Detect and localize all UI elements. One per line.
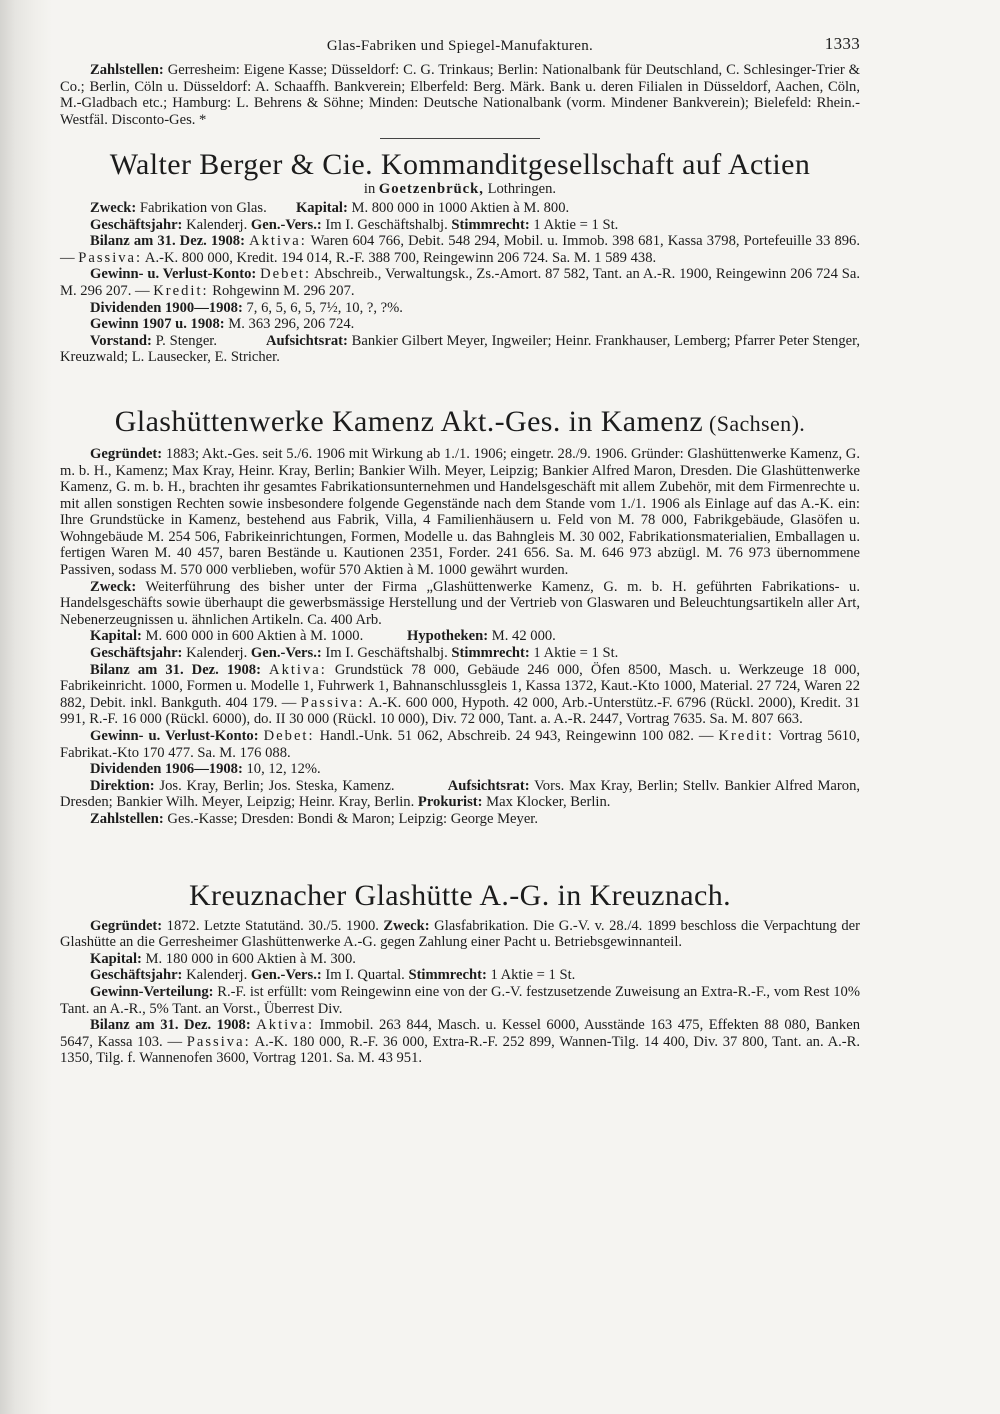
gv-label: Gen.-Vers.: (250, 645, 322, 662)
passiva-label: Passiva: (300, 694, 365, 711)
kapital-label: Kapital: (90, 950, 142, 967)
bilanz-label: Bilanz am 31. Dez. 1908: (90, 233, 245, 250)
aufsichtsrat-label: Aufsichtsrat: (447, 777, 530, 794)
location-city: Goetzenbrück, (378, 181, 484, 198)
passiva-label: Passiva: (186, 1033, 251, 1050)
bilanz-label: Bilanz am 31. Dez. 1908: (90, 661, 261, 678)
location-suffix: Lothringen. (483, 181, 557, 198)
section-gap (60, 366, 860, 406)
debet-label: Debet: (260, 266, 312, 283)
guv-label: Gewinn- u. Verlust-Konto: (90, 266, 257, 283)
gewinn-verteilung-paragraph (60, 984, 860, 1017)
gv-label: Gen.-Vers.: (250, 967, 322, 984)
company-heading-kreuznach: Kreuznacher Glashütte A.-G. in Kreuznach. (188, 878, 731, 912)
dividenden-text: 7, 6, 5, 6, 5, 7½, 10, ?, ?%. (242, 299, 403, 316)
bilanz-aktiva-text: Grundstück 78 000, Gebäude 246 000, Öfen 8500, Masch. u. Werkzeuge 18 000, Fabrikeinricht. 1000, Formen u. Modelle 1, Fuhrwerk 1, Bahnanschlussgleis 1, Kassa 1372, Kaut.-Kto 1000, Material. 27 724, Waren 22 882, Debit. inkl. Bankguth. 404 179. — (60, 661, 861, 711)
zweck-label: Zweck: (383, 917, 430, 934)
gewinn-label: Gewinn 1907 u. 1908: (90, 316, 225, 333)
zahlstellen-text: Gerresheim: Eigene Kasse; Düsseldorf: C. G. Trinkaus; Berlin: Nationalbank für Deutschland, C. Schlesinger-Trier & Co.; Berlin, Cöln u. Düsseldorf: A. Schaaffh. Bankverein; Elberfeld: Berg. Märk. Bank u. deren Filialen in Düsseldorf, Aachen, Cöln, M.-Gladbach etc.; Hamburg: L. Behrens & Söhne; Minden: Deutsche Nationalbank (vorm. Mindener Bankverein); Bielefeld: Rhein.-Westfäl. Disconto-Ges. * (60, 62, 860, 128)
gegruendet-label: Gegründet: (90, 445, 163, 462)
kredit-label: Kredit: (153, 282, 209, 299)
guv-debet-text: Abschreib., Verwaltungsk., Zs.-Amort. 87 582, Tant. an A.-R. 1900, Reingewinn 206 724 Sa. M. 296 207. — (60, 266, 860, 299)
guv-label: Gewinn- u. Verlust-Konto: (90, 728, 259, 744)
direktion-text: Jos. Kray, Berlin; Jos. Steska, Kamenz. (154, 777, 400, 794)
zweck-kapital-line (60, 200, 860, 217)
vorstand-label: Vorstand: (90, 332, 152, 349)
debet-label: Debet: (263, 728, 315, 744)
kapital-line (60, 628, 860, 645)
zahlstellen-paragraph (60, 62, 860, 128)
guv-paragraph (60, 728, 860, 761)
geschaeftsjahr-line (60, 217, 860, 234)
kapital-line (60, 951, 860, 968)
location-prefix: in (363, 181, 379, 198)
kamenz-title: Glashüttenwerke Kamenz Akt.-Ges. in Kamenz (114, 404, 704, 438)
bilanz-passiva-text: A.-K. 180 000, R.-F. 36 000, Extra-R.-F. 252 899, Wannen-Tilg. 14 400, Div. 37 800, Tant. an. A.-R. 1350, Tilg. f. Wannenofen 3600, Vortrag 1201. Sa. M. 43 951. (60, 1033, 860, 1067)
running-header (60, 36, 860, 62)
zahlstellen-label: Zahlstellen: (90, 810, 164, 827)
stimmrecht-label: Stimmrecht: (451, 216, 530, 233)
bilanz-aktiva-text: Immobil. 263 844, Masch. u. Kessel 6000, Ausstände 163 475, Effekten 88 080, Banken 5647, Kassa 103. — (60, 1017, 860, 1050)
company-heading-berger: Walter Berger & Cie. Kommanditgesellschaft auf Actien (109, 148, 811, 182)
company-location (60, 181, 860, 198)
stimmrecht-text: 1 Aktie = 1 St. (529, 645, 619, 662)
gj-label: Geschäftsjahr: (90, 967, 183, 984)
section-gap (60, 828, 860, 880)
zweck-text: Weiterführung des bisher unter der Firma „Glashüttenwerke Kamenz, G. m. b. H. geführten Fabrikations- u. Handelsgeschäfts sowie überhaupt die gewerbsmässige Herstellung und der Vertrieb von Glaswaren und Beleuchtungsartikeln aller Art, Nebenerzeugnissen u. ähnlichen Artikeln. Ca. 400 Arb. (60, 578, 860, 628)
kredit-label: Kredit: (718, 728, 774, 744)
gewinn-verteilung-label: Gewinn-Verteilung: (90, 983, 214, 1000)
kapital-label: Kapital: (90, 628, 142, 645)
zweck-text: Fabrikation von Glas. (136, 199, 267, 216)
aufsichtsrat-label: Aufsichtsrat: (265, 332, 348, 349)
stimmrecht-text: 1 Aktie = 1 St. (486, 967, 576, 984)
dividenden-label: Dividenden 1900—1908: (90, 299, 243, 316)
hypotheken-label: Hypotheken: (407, 628, 489, 645)
bilanz-passiva-text: A.-K. 800 000, Kredit. 194 014, R.-F. 388 700, Reingewinn 206 724. Sa. M. 1 589 438. (142, 249, 657, 266)
direktion-label: Direktion: (90, 777, 155, 794)
bilanz-passiva-text: A.-K. 600 000, Hypoth. 42 000, Arb.-Unterstütz.-F. 6796 (Rückl. 2000), Kredit. 31 991, R.-F. 16 000 (Rückl. 6000), do. II 30 000 (Rückl. 10 000), Div. 72 000, Tant. a. A.-R. 2447, Vortrag 7635. Sa. M. 807 663. (60, 694, 860, 728)
gewinn-verteilung-text: R.-F. ist erfüllt: vom Reingewinn eine von der G.-V. festzusetzende Zuweisung an Extra-R.-F., vom Rest 10% Tant. an A.-R., 5% Tant. an Vorst., Überrest Div. (60, 983, 860, 1017)
geschaeftsjahr-line (60, 967, 860, 984)
bilanz-label: Bilanz am 31. Dez. 1908: (90, 1017, 251, 1034)
gegruendet-label: Gegründet: (90, 917, 163, 934)
zahlstellen-line (60, 811, 860, 828)
stimmrecht-label: Stimmrecht: (451, 645, 530, 662)
vorstand-text: P. Stenger. (151, 332, 221, 349)
vorstand-paragraph (60, 333, 860, 366)
kapital-text: M. 180 000 in 600 Aktien à M. 300. (141, 950, 356, 967)
company-heading-kamenz (60, 406, 860, 440)
geschaeftsjahr-line (60, 645, 860, 662)
prokurist-text: Max Klocker, Berlin. (482, 794, 611, 811)
dividenden-label: Dividenden 1906—1908: (90, 761, 243, 778)
page-content (60, 36, 860, 1067)
gj-text: Kalenderj. (182, 645, 248, 662)
bilanz-aktiva-text: Waren 604 766, Debit. 548 294, Mobil. u. Immob. 398 681, Kassa 3798, Portefeuille 33 896. — (60, 233, 860, 266)
bilanz-paragraph (60, 1017, 860, 1067)
direktion-paragraph (60, 778, 860, 811)
bilanz-paragraph (60, 662, 860, 728)
bilanz-paragraph (60, 233, 860, 266)
gegruendet-text: 1872. Letzte Statutänd. 30./5. 1900. (162, 917, 384, 934)
gv-text: Im I. Quartal. (321, 967, 405, 984)
gj-label: Geschäftsjahr: (90, 645, 183, 662)
kapital-text: M. 800 000 in 1000 Aktien à M. 800. (347, 199, 570, 216)
page-number: 1333 (824, 34, 860, 53)
guv-kredit-text: Rohgewinn M. 296 207. (208, 282, 355, 299)
gewinn-line (60, 316, 860, 333)
gj-label: Geschäftsjahr: (90, 216, 183, 233)
gv-text: Im I. Geschäftshalbj. (321, 645, 448, 662)
aufsichtsrat-text: Bankier Gilbert Meyer, Ingweiler; Heinr. Frankhauser, Lemberg; Pfarrer Peter Stenger, Kreuzwald; L. Lausecker, E. Stricher. (60, 332, 861, 366)
gewinn-text: M. 363 296, 206 724. (224, 316, 355, 333)
stimmrecht-text: 1 Aktie = 1 St. (529, 216, 619, 233)
zahlstellen-label: Zahlstellen: (90, 62, 164, 78)
zweck-label: Zweck: (90, 578, 137, 595)
header-title: Glas-Fabriken und Spiegel-Manufakturen. (326, 38, 594, 54)
zweck-paragraph (60, 579, 860, 629)
aktiva-label: Aktiva: (269, 661, 327, 678)
gegruendet-paragraph (60, 918, 860, 951)
aufsichtsrat-text: Vors. Max Kray, Berlin; Stellv. Bankier Alfred Maron, Dresden; Bankier Wilh. Meyer, Leipzig; Heinr. Kray, Berlin. (60, 777, 861, 811)
section-divider (380, 138, 540, 139)
gegruendet-paragraph (60, 446, 860, 579)
kapital-text: M. 600 000 in 600 Aktien à M. 1000. (141, 628, 367, 645)
dividenden-line (60, 300, 860, 317)
guv-paragraph (60, 266, 860, 299)
aktiva-label: Aktiva: (249, 233, 307, 250)
kapital-label: Kapital: (295, 199, 348, 216)
zweck-text: Glasfabrikation. Die G.-V. v. 28./4. 1899 beschloss die Verpachtung der Glashütte an die Gerresheimer Glashüttenwerke A.-G. gegen Zahlung einer Pacht u. Betriebsgewinnanteil. (60, 917, 860, 951)
zweck-label: Zweck: (90, 199, 137, 216)
gj-text: Kalenderj. (182, 967, 248, 984)
dividenden-text: 10, 12, 12%. (242, 761, 321, 778)
stimmrecht-label: Stimmrecht: (408, 967, 487, 984)
zahlstellen-text: Ges.-Kasse; Dresden: Bondi & Maron; Leipzig: George Meyer. (163, 810, 538, 827)
kamenz-title-region: (Sachsen). (703, 410, 806, 436)
prokurist-label: Prokurist: (417, 794, 483, 811)
page-shadow (0, 0, 52, 1414)
guv-debet-text: Handl.-Unk. 51 062, Abschreib. 24 943, Reingewinn 100 082. — (314, 728, 719, 744)
gegruendet-text: 1883; Akt.-Ges. seit 5./6. 1906 mit Wirkung ab 1./1. 1906; eingetr. 28./9. 1906. Gründer: Glashüttenwerke Kamenz, G. m. b. H., Kamenz; Max Kray, Heinr. Kray, Berlin; Bankier Wilh. Meyer, Leipzig; Bankier Alfred Maron, Dresden. Die Glashüttenwerke Kamenz, G. m. b. H., brachten ihr gesamtes Fabrikationsunternehmen und Handelsgeschäft mit allem Zubehör, mit dem Firmenrechte u. mit allen sonstigen Rechten sowie insbesondere folgende Gegenstände nach dem Stande vom 1./1. 1906 als Einlage auf das A.-K. ein: Ihre Grundstücke in Kamenz, bestehend aus Fabrik, Villa, 4 Familienhäusern u. Feld von M. 78 000, Fabrikgebäude, Glasöfen u. Wohngebäude M. 254 506, Fabrikeinrichtungen, Formen, Modelle u. das Bahngleis M. 30 002, Fabrikationsmaterialien, Emballagen u. fertigen Waren M. 40 457, baren Bestände u. Kautionen 2351, Forder. 241 656. Sa. M. 646 973 abzügl. M. 76 973 übernommene Passiven, sodass M. 570 000 verblieben, wofür 570 Aktien à M. 1000 gewährt wurden. (60, 445, 860, 579)
gj-text: Kalenderj. (182, 216, 248, 233)
hypotheken-text: M. 42 000. (488, 628, 556, 645)
passiva-label: Passiva: (78, 249, 143, 266)
guv-kredit-text: Vortrag 5610, Fabrikat.-Kto 170 477. Sa. M. 176 088. (60, 728, 861, 761)
gv-text: Im I. Geschäftshalbj. (321, 216, 448, 233)
dividenden-line (60, 761, 860, 778)
gv-label: Gen.-Vers.: (250, 216, 322, 233)
aktiva-label: Aktiva: (256, 1017, 315, 1034)
